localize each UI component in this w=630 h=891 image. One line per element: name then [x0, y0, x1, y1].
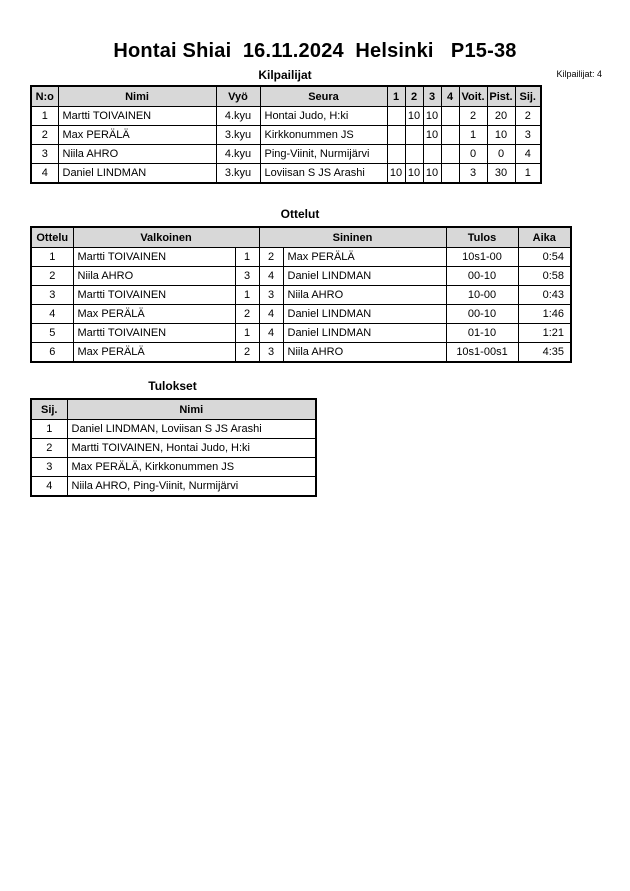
cell-name: Martti TOIVAINEN, Hontai Judo, H:ki	[67, 439, 316, 458]
cell-wins: 2	[459, 107, 487, 126]
cell-round-1	[387, 107, 405, 126]
cell-name: Niila AHRO	[58, 145, 216, 164]
header-sij: Sij.	[515, 86, 541, 107]
cell-blue-name: Daniel LINDMAN	[283, 324, 446, 343]
cell-round-1: 10	[387, 164, 405, 184]
cell-round-1	[387, 145, 405, 164]
cell-place: 1	[515, 164, 541, 184]
cell-club: Loviisan S JS Arashi	[260, 164, 387, 184]
cell-wins: 1	[459, 126, 487, 145]
cell-no: 2	[31, 126, 58, 145]
matches-header-row	[31, 227, 571, 248]
cell-place: 3	[515, 126, 541, 145]
competitors-section	[0, 68, 630, 184]
table-row	[31, 420, 316, 439]
page-title: Hontai Shiai 16.11.2024 Helsinki P15-38	[113, 40, 517, 62]
header-tulos: Tulos	[446, 227, 518, 248]
header-round-2: 2	[405, 86, 423, 107]
table-row	[31, 164, 541, 184]
header-sij: Sij.	[31, 399, 67, 420]
cell-round-4	[441, 164, 459, 184]
header-valkoinen: Valkoinen	[73, 227, 259, 248]
cell-place: 3	[31, 458, 67, 477]
cell-match-no: 1	[31, 248, 73, 267]
cell-result: 00-10	[446, 305, 518, 324]
cell-match-no: 3	[31, 286, 73, 305]
header-round-3: 3	[423, 86, 441, 107]
cell-name: Max PERÄLÄ, Kirkkonummen JS	[67, 458, 316, 477]
cell-white-name: Max PERÄLÄ	[73, 343, 235, 363]
table-row	[31, 477, 316, 497]
cell-blue-name: Niila AHRO	[283, 286, 446, 305]
header-seura: Seura	[260, 86, 387, 107]
cell-white-number: 1	[235, 248, 259, 267]
cell-result: 00-10	[446, 267, 518, 286]
cell-match-no: 6	[31, 343, 73, 363]
cell-no: 1	[31, 107, 58, 126]
cell-white-number: 2	[235, 305, 259, 324]
table-row	[31, 439, 316, 458]
cell-blue-number: 3	[259, 343, 283, 363]
table-row	[31, 458, 316, 477]
header-aika: Aika	[518, 227, 571, 248]
results-table	[30, 398, 317, 497]
competitors-count: Kilpailijat: 4	[556, 69, 602, 79]
results-section-title: Tulokset	[148, 379, 197, 393]
cell-round-4	[441, 126, 459, 145]
cell-club: Ping-Viinit, Nurmijärvi	[260, 145, 387, 164]
cell-belt: 4.kyu	[216, 107, 260, 126]
cell-points: 20	[487, 107, 515, 126]
cell-time: 0:54	[518, 248, 571, 267]
cell-wins: 3	[459, 164, 487, 184]
cell-round-3: 10	[423, 126, 441, 145]
table-row	[31, 107, 541, 126]
cell-white-number: 3	[235, 267, 259, 286]
cell-blue-name: Daniel LINDMAN	[283, 305, 446, 324]
cell-round-3	[423, 145, 441, 164]
header-sininen: Sininen	[259, 227, 446, 248]
cell-blue-number: 4	[259, 305, 283, 324]
header-ottelu: Ottelu	[31, 227, 73, 248]
cell-round-3: 10	[423, 164, 441, 184]
cell-time: 0:43	[518, 286, 571, 305]
cell-wins: 0	[459, 145, 487, 164]
cell-round-2: 10	[405, 107, 423, 126]
cell-club: Hontai Judo, H:ki	[260, 107, 387, 126]
header-nimi: Nimi	[58, 86, 216, 107]
header-voit: Voit.	[459, 86, 487, 107]
cell-result: 10-00	[446, 286, 518, 305]
cell-name: Max PERÄLÄ	[58, 126, 216, 145]
cell-place: 2	[31, 439, 67, 458]
cell-name: Daniel LINDMAN	[58, 164, 216, 184]
cell-time: 1:46	[518, 305, 571, 324]
cell-round-2: 10	[405, 164, 423, 184]
table-row	[31, 286, 571, 305]
cell-round-3: 10	[423, 107, 441, 126]
cell-blue-name: Max PERÄLÄ	[283, 248, 446, 267]
cell-white-name: Martti TOIVAINEN	[73, 286, 235, 305]
cell-name: Martti TOIVAINEN	[58, 107, 216, 126]
cell-points: 10	[487, 126, 515, 145]
header-no: N:o	[31, 86, 58, 107]
table-row	[31, 305, 571, 324]
cell-blue-name: Niila AHRO	[283, 343, 446, 363]
competitors-section-title: Kilpailijat	[258, 68, 312, 82]
table-row	[31, 126, 541, 145]
results-section	[0, 379, 630, 497]
cell-name: Daniel LINDMAN, Loviisan S JS Arashi	[67, 420, 316, 439]
cell-place: 4	[515, 145, 541, 164]
cell-white-name: Martti TOIVAINEN	[73, 324, 235, 343]
matches-section-title: Ottelut	[280, 207, 320, 221]
header-vyo: Vyö	[216, 86, 260, 107]
cell-match-no: 2	[31, 267, 73, 286]
cell-belt: 3.kyu	[216, 164, 260, 184]
header-round-4: 4	[441, 86, 459, 107]
cell-white-number: 1	[235, 324, 259, 343]
table-row	[31, 324, 571, 343]
cell-blue-number: 4	[259, 324, 283, 343]
cell-blue-number: 3	[259, 286, 283, 305]
cell-blue-name: Daniel LINDMAN	[283, 267, 446, 286]
competitors-header-row	[31, 86, 541, 107]
cell-white-number: 2	[235, 343, 259, 363]
header-pist: Pist.	[487, 86, 515, 107]
cell-no: 4	[31, 164, 58, 184]
cell-match-no: 4	[31, 305, 73, 324]
cell-round-1	[387, 126, 405, 145]
cell-result: 10s1-00	[446, 248, 518, 267]
header-nimi: Nimi	[67, 399, 316, 420]
cell-time: 0:58	[518, 267, 571, 286]
cell-belt: 3.kyu	[216, 126, 260, 145]
table-row	[31, 248, 571, 267]
cell-no: 3	[31, 145, 58, 164]
cell-time: 4:35	[518, 343, 571, 363]
cell-result: 01-10	[446, 324, 518, 343]
cell-round-2	[405, 126, 423, 145]
cell-place: 4	[31, 477, 67, 497]
cell-name: Niila AHRO, Ping-Viinit, Nurmijärvi	[67, 477, 316, 497]
cell-round-4	[441, 107, 459, 126]
cell-belt: 4.kyu	[216, 145, 260, 164]
results-header-row	[31, 399, 316, 420]
cell-points: 30	[487, 164, 515, 184]
cell-place: 2	[515, 107, 541, 126]
cell-points: 0	[487, 145, 515, 164]
table-row	[31, 343, 571, 363]
cell-blue-number: 2	[259, 248, 283, 267]
cell-white-number: 1	[235, 286, 259, 305]
cell-white-name: Martti TOIVAINEN	[73, 248, 235, 267]
cell-club: Kirkkonummen JS	[260, 126, 387, 145]
cell-time: 1:21	[518, 324, 571, 343]
cell-white-name: Max PERÄLÄ	[73, 305, 235, 324]
table-row	[31, 145, 541, 164]
cell-result: 10s1-00s1	[446, 343, 518, 363]
cell-match-no: 5	[31, 324, 73, 343]
cell-blue-number: 4	[259, 267, 283, 286]
cell-round-4	[441, 145, 459, 164]
header-round-1: 1	[387, 86, 405, 107]
matches-section	[0, 207, 630, 363]
competitors-table	[30, 85, 542, 184]
table-row	[31, 267, 571, 286]
cell-place: 1	[31, 420, 67, 439]
cell-round-2	[405, 145, 423, 164]
cell-white-name: Niila AHRO	[73, 267, 235, 286]
matches-table	[30, 226, 572, 363]
